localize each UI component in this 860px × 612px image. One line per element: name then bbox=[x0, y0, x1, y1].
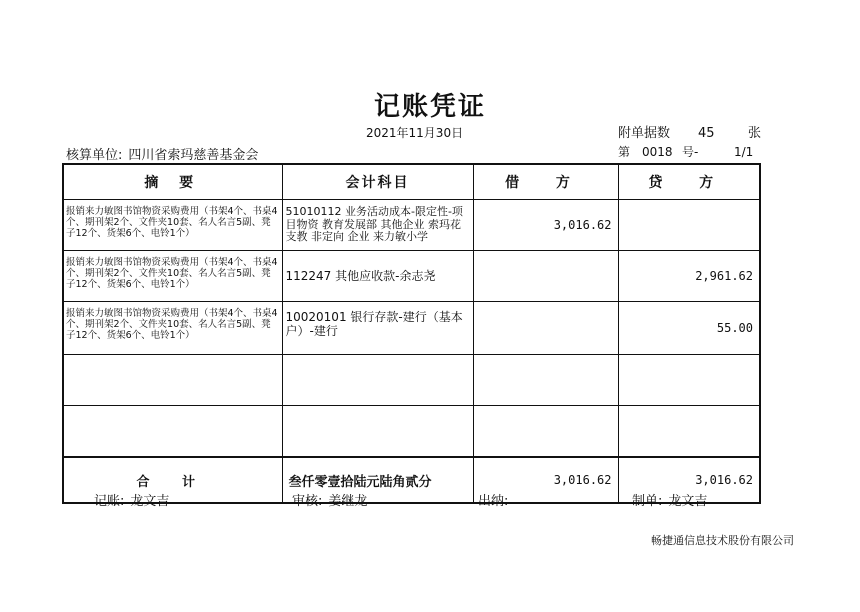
row-subject: 10020101 银行存款-建行（基本户）-建行 bbox=[282, 302, 473, 355]
header-debit: 借 方 bbox=[473, 164, 618, 200]
row-credit bbox=[618, 200, 760, 251]
header-credit: 贷 方 bbox=[618, 164, 760, 200]
row-debit: 3,016.62 bbox=[473, 200, 618, 251]
attachment-label: 附单据数 bbox=[618, 126, 671, 141]
row-credit: 55.00 bbox=[618, 302, 760, 355]
voucher-number bbox=[618, 143, 753, 160]
accounting-unit bbox=[66, 144, 258, 163]
table-row bbox=[63, 251, 760, 302]
row-credit bbox=[618, 406, 760, 458]
row-debit bbox=[473, 251, 618, 302]
row-debit bbox=[473, 355, 618, 406]
table-header-row bbox=[63, 164, 760, 200]
row-debit bbox=[473, 302, 618, 355]
bookkeeper-signature bbox=[94, 490, 169, 509]
total-debit: 3,016.62 bbox=[473, 457, 618, 503]
accounting-unit-label: 核算单位: bbox=[66, 148, 123, 163]
row-summary bbox=[63, 355, 282, 406]
maker-name: 龙文吉 bbox=[668, 494, 708, 509]
attachment-count bbox=[618, 122, 761, 141]
voucher-title: 记账凭证 bbox=[373, 92, 486, 122]
row-summary: 报销来力敏图书馆物资采购费用（书架4个、书桌4个、期刊架2个、文件夹10套、名人名言5副、凳子12个、货架6个、电铃1个） bbox=[63, 200, 282, 251]
row-summary bbox=[63, 406, 282, 458]
maker-signature bbox=[632, 490, 707, 509]
row-credit bbox=[618, 355, 760, 406]
row-credit: 2,961.62 bbox=[618, 251, 760, 302]
row-summary: 报销来力敏图书馆物资采购费用（书架4个、书桌4个、期刊架2个、文件夹10套、名人名言5副、凳子12个、货架6个、电铃1个） bbox=[63, 302, 282, 355]
row-subject: 51010112 业务活动成本-限定性-项目物资 教育发展部 其他企业 索玛花支教 非定向 企业 来力敏小学 bbox=[282, 200, 473, 251]
row-subject bbox=[282, 355, 473, 406]
attachment-number: 45 bbox=[698, 126, 715, 141]
row-debit bbox=[473, 406, 618, 458]
voucher-prefix: 第 bbox=[618, 145, 631, 159]
table-row bbox=[63, 406, 760, 458]
voucher-no: 0018 bbox=[642, 145, 673, 159]
table-row bbox=[63, 302, 760, 355]
row-summary: 报销来力敏图书馆物资采购费用（书架4个、书桌4个、期刊架2个、文件夹10套、名人名言5副、凳子12个、货架6个、电铃1个） bbox=[63, 251, 282, 302]
cashier-signature bbox=[478, 490, 514, 509]
table-row bbox=[63, 200, 760, 251]
bookkeeper-label: 记账: bbox=[94, 494, 125, 509]
total-amount-words: 叁仟零壹拾陆元陆角贰分 bbox=[282, 457, 473, 503]
total-label: 合 计 bbox=[63, 457, 282, 503]
voucher-table bbox=[62, 163, 761, 504]
header-subject: 会计科目 bbox=[282, 164, 473, 200]
voucher-page: 1/1 bbox=[734, 145, 754, 159]
voucher-date: 2021年11月30日 bbox=[366, 126, 464, 140]
reviewer-signature bbox=[292, 490, 367, 509]
table-row bbox=[63, 355, 760, 406]
row-subject: 112247 其他应收款-余志尧 bbox=[282, 251, 473, 302]
total-credit: 3,016.62 bbox=[618, 457, 760, 503]
bookkeeper-name: 龙文吉 bbox=[130, 494, 170, 509]
software-company: 畅捷通信息技术股份有限公司 bbox=[651, 534, 794, 547]
reviewer-label: 审核: bbox=[292, 494, 323, 509]
cashier-label: 出纳: bbox=[478, 494, 509, 509]
maker-label: 制单: bbox=[632, 494, 663, 509]
voucher-suffix: 号- bbox=[682, 145, 699, 159]
header-summary: 摘 要 bbox=[63, 164, 282, 200]
row-subject bbox=[282, 406, 473, 458]
accounting-unit-name: 四川省索玛慈善基金会 bbox=[128, 148, 259, 163]
reviewer-name: 姜继龙 bbox=[328, 494, 368, 509]
attachment-unit: 张 bbox=[748, 126, 762, 141]
